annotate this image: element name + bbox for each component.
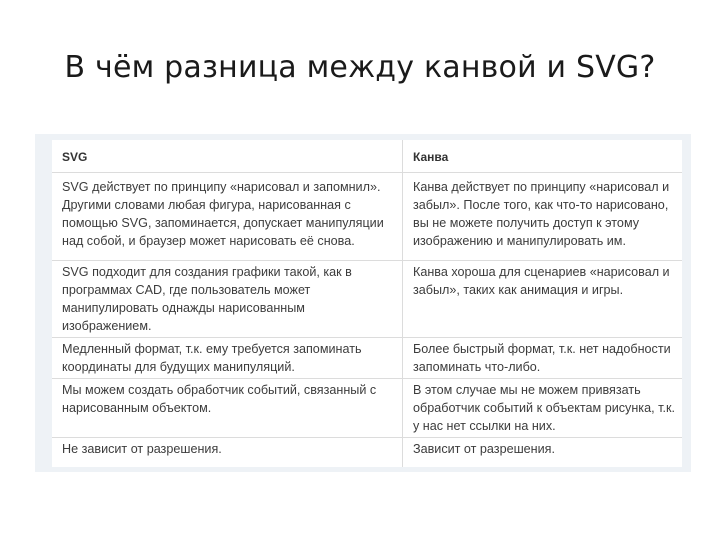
table-row [52,379,682,438]
svg-cell: Мы можем создать обработчик событий, связанный с нарисованным объектом. [52,379,403,438]
comparison-table [52,140,682,467]
svg-cell: Медленный формат, т.к. ему требуется запоминать координаты для будущих манипуляций. [52,338,403,379]
canvas-cell: Зависит от разрешения. [413,442,555,456]
canvas-cell: Канва хороша для сценариев «нарисовал и забыл», таких как анимация и игры. [403,261,683,338]
canvas-cell: Более быстрый формат, т.к. нет надобности запоминать что-либо. [403,338,683,379]
table-header-row [52,140,682,173]
table-row [52,438,682,468]
table-row [52,173,682,261]
column-header-svg: SVG [52,140,403,173]
canvas-cell: Канва действует по принципу «нарисовал и забыл». После того, как что-то нарисовано, вы не можете получить доступ к этому изображению и манипулировать им. [403,173,683,261]
table-row [52,338,682,379]
table-row [52,261,682,338]
slide-title: В чём разница между канвой и SVG? [64,50,656,85]
svg-cell: Не зависит от разрешения. [52,438,403,468]
svg-cell: SVG действует по принципу «нарисовал и запомнил». Другими словами любая фигура, нарисованная с помощью SVG, запоминается, допускает манипуляции над собой, и браузер может нарисовать её снова. [52,173,403,261]
svg-cell: SVG подходит для создания графики такой, как в программах CAD, где пользователь может манипулировать однажды нарисованным изображением. [52,261,403,338]
comparison-table-panel [35,134,691,472]
column-header-canvas: Канва [403,140,683,173]
canvas-cell: В этом случае мы не можем привязать обработчик событий к объектам рисунка, т.к. у нас нет ссылки на них. [403,379,683,438]
